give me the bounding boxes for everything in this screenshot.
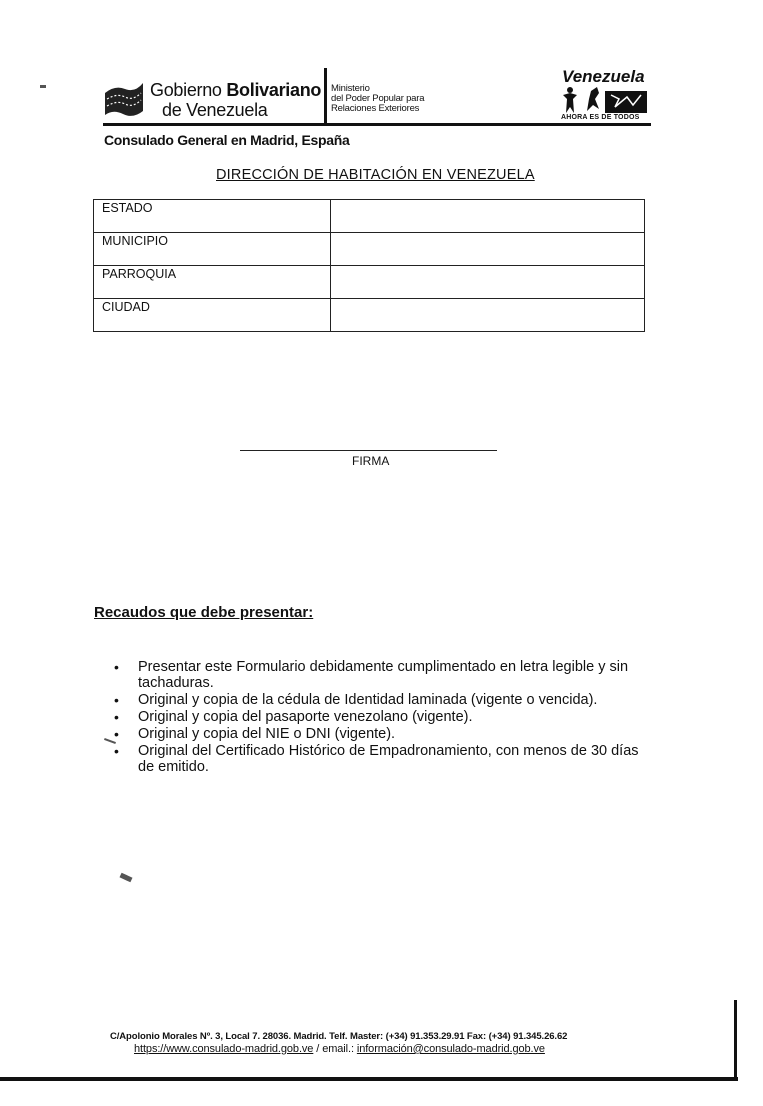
brand-wordmark: Venezuela xyxy=(562,67,645,86)
row-label-parroquia: PARROQUIA xyxy=(94,266,331,299)
page-edge-bar xyxy=(734,1000,737,1081)
table-row xyxy=(94,299,645,332)
table-row xyxy=(94,233,645,266)
requirements-list xyxy=(110,659,650,776)
ciudad-field[interactable] xyxy=(331,299,645,332)
header-rule xyxy=(103,123,651,126)
header-divider xyxy=(324,68,327,124)
consulate-name: Consulado General en Madrid, España xyxy=(104,132,350,148)
government-flag-logo-icon xyxy=(103,79,145,119)
table-row xyxy=(94,200,645,233)
brand-slogan: AHORA ES DE TODOS xyxy=(561,114,640,121)
list-item: • Original y copia de la cédula de Identidad laminada (vigente o vencida). xyxy=(110,692,650,708)
government-name-line2: de Venezuela xyxy=(162,100,268,120)
venezuela-emblem-icon xyxy=(561,85,649,115)
address-table xyxy=(93,199,645,332)
scan-speck xyxy=(120,873,133,883)
list-item: • Original y copia del pasaporte venezolano (vigente). xyxy=(110,709,650,725)
ministry-name: Ministerio del Poder Popular para Relaciones Exteriores xyxy=(331,83,425,114)
list-item: • Original del Certificado Histórico de Empadronamiento, con menos de 30 días de emitido. xyxy=(110,743,650,775)
table-row xyxy=(94,266,645,299)
requirements-title: Recaudos que debe presentar: xyxy=(94,604,314,621)
website-link[interactable]: https://www.consulado-madrid.gob.ve xyxy=(134,1043,314,1055)
footer-address: C/Apolonio Morales Nº. 3, Local 7. 28036. Madrid. Telf. Master: (+34) 91.353.29.91 Fax: (+34) 91.345.26.62 xyxy=(110,1031,568,1042)
footer-contact: https://www.consulado-madrid.gob.ve / email.: información@consulado-madrid.gob.ve xyxy=(134,1043,545,1055)
government-name: Gobierno Bolivariano xyxy=(150,80,322,100)
row-label-estado: ESTADO xyxy=(94,200,331,233)
email-link[interactable]: información@consulado-madrid.gob.ve xyxy=(356,1043,545,1055)
parroquia-field[interactable] xyxy=(331,266,645,299)
scan-speck xyxy=(40,85,46,88)
form-title: DIRECCIÓN DE HABITACIÓN EN VENEZUELA xyxy=(216,167,535,183)
list-item: • Original y copia del NIE o DNI (vigente). xyxy=(110,726,650,742)
signature-label: FIRMA xyxy=(352,454,390,468)
row-label-ciudad: CIUDAD xyxy=(94,299,331,332)
row-label-municipio: MUNICIPIO xyxy=(94,233,331,266)
estado-field[interactable] xyxy=(331,200,645,233)
list-item: • Presentar este Formulario debidamente cumplimentado en letra legible y sin tachaduras. xyxy=(110,659,650,691)
footer-rule xyxy=(0,1077,738,1081)
signature-line[interactable] xyxy=(240,450,497,451)
municipio-field[interactable] xyxy=(331,233,645,266)
